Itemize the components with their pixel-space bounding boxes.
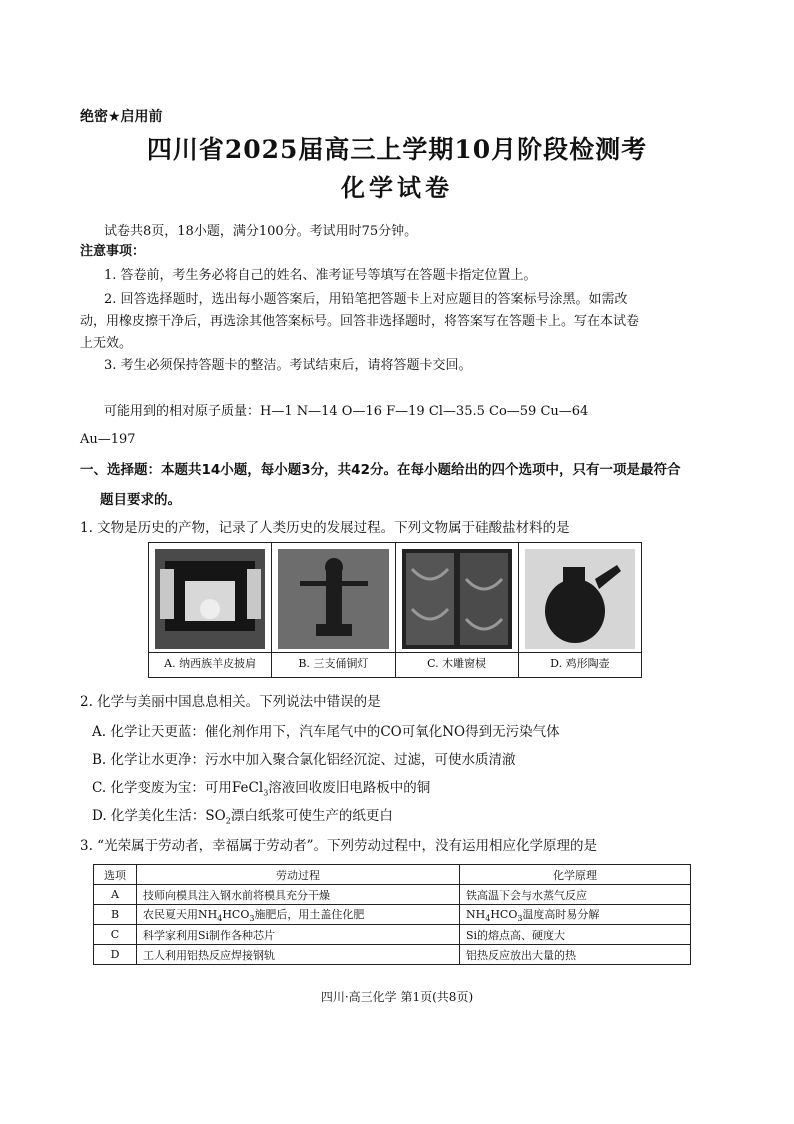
q1-stem: 1. 文物是历史的产物，记录了人类历史的发展过程。下列文物属于硅酸盐材料的是 [80,520,570,536]
table-row: C 科学家利用Si制作各种芯片 Si的熔点高、硬度大 [94,925,691,945]
note-item-2-cont: 动，用橡皮擦干净后，再选涂其他答案标号。回答非选择题时，将答案写在答题卡上。写在本试卷 [80,314,640,329]
atomic-masses-line2: Au—197 [80,432,136,447]
q1-option-c-label: C. 木雕窗棂 [396,652,518,675]
q3-table [93,864,691,965]
header-principle: 化学原理 [460,865,691,885]
table-row: D 工人利用铝热反应焊接钢轨 铝热反应放出大量的热 [94,945,691,965]
table-header-row [94,865,691,885]
q2-stem: 2. 化学与美丽中国息息相关。下列说法中错误的是 [80,694,381,710]
header-option: 选项 [94,865,137,885]
shawl-photo [155,549,265,649]
q1-image-options [148,542,642,678]
q1-option-b-label: B. 三支俑铜灯 [272,652,394,675]
exam-title: 四川省2025届高三上学期10月阶段检测考 [146,135,648,164]
q2-option-d: D. 化学美化生活：$SO_2$漂白纸浆可使生产的纸更白 [92,808,393,826]
secret-label: 绝密★启用前 [80,109,163,125]
q2-option-c: C. 化学变废为宝：可用FeCl$_3$溶液回收废旧电路板中的铜 [92,780,431,798]
page-footer: 四川·高三化学 第1页(共8页) [320,990,474,1004]
notes-heading: 注意事项： [80,244,146,259]
note-item-2-end: 上无效。 [80,336,133,351]
wood-carving-photo [402,549,512,649]
section1-heading-cont: 题目要求的。 [100,492,181,508]
bronze-lamp-photo [278,549,388,649]
q1-option-b [272,543,395,677]
pottery-pot-photo [525,549,635,649]
q2-option-b: B. 化学让水更净：污水中加入聚合氯化铝经沉淀、过滤，可使水质清澈 [92,752,516,768]
note-item-3: 3. 考生必须保持答题卡的整洁。考试结束后，请将答题卡交回。 [104,358,472,373]
note-item-2: 2. 回答选择题时，选出每小题答案后，用铅笔把答题卡上对应题目的答案标号涂黑。如需改 [104,292,628,307]
q2-option-a: A. 化学让天更蓝：催化剂作用下，汽车尾气中的CO可氧化NO得到无污染气体 [92,724,560,740]
q1-option-c [396,543,519,677]
q1-option-a [149,543,272,677]
table-row: B 农民夏天用$NH_4HCO_3$施肥后，用土盖住化肥 $NH_4HCO_3$温度高时易分解 [94,905,691,925]
exam-subtitle: 化学试卷 [341,173,453,202]
header-process: 劳动过程 [137,865,460,885]
table-row: A 技师向模具注入钢水前将模具充分干燥 铁高温下会与水蒸气反应 [94,885,691,905]
atomic-masses-line1: 可能用到的相对原子质量：H—1 N—14 O—16 F—19 Cl—35.5 Co—59 Cu—64 [104,404,589,419]
q1-option-d [519,543,641,677]
note-item-1: 1. 答卷前，考生务必将自己的姓名、准考证号等填写在答题卡指定位置上。 [104,268,537,283]
intro-text: 试卷共8页，18小题，满分100分。考试用时75分钟。 [104,224,418,239]
section1-heading: 一、选择题：本题共14小题，每小题3分，共42分。在每小题给出的四个选项中，只有一项是最符合 [80,462,681,478]
q1-option-a-label: A. 纳西族羊皮披肩 [149,652,271,675]
q1-option-d-label: D. 鸡形陶壶 [519,652,641,675]
q3-stem: 3. “光荣属于劳动者，幸福属于劳动者”。下列劳动过程中，没有运用相应化学原理的是 [80,838,597,854]
